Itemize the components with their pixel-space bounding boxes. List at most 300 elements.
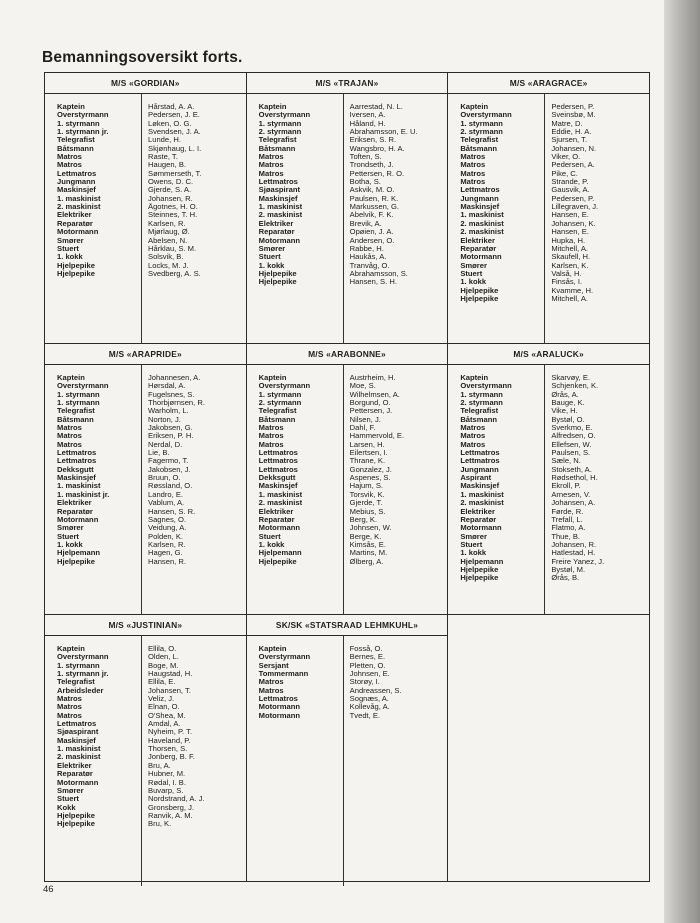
crew-role: Hjelpepike <box>57 820 95 829</box>
crew-role: Matros <box>258 440 284 449</box>
crew-row <box>45 457 246 465</box>
crew-member-name: Bystøl, M. <box>551 565 586 574</box>
crew-row <box>247 441 448 449</box>
crew-role: 1. kokk <box>460 278 487 287</box>
crew-role: Matros <box>258 169 284 178</box>
crew-member-name: Mitchell, A. <box>551 294 589 303</box>
crew-role: Matros <box>258 153 284 162</box>
crew-row <box>247 653 448 661</box>
crew-member-name: Abrahamsson, E. U. <box>349 128 418 137</box>
crew-role: Båtsmann <box>57 144 94 153</box>
ship-cell <box>448 344 650 615</box>
crew-role: Hjelpepike <box>258 278 297 287</box>
crew-row <box>45 795 246 803</box>
crew-member-name: Haukås, A. <box>349 253 387 262</box>
ship-cell <box>246 615 448 882</box>
ship-name: SK/SK «STATSRAAD LEHMKUHL» <box>247 615 448 636</box>
crew-row <box>247 195 448 203</box>
crew-role: Telegrafist <box>460 136 499 145</box>
crew-role: 1. styrmann <box>57 119 100 128</box>
crew-row <box>448 541 649 549</box>
crew-row <box>247 278 448 286</box>
crew-member-name: Arnesen, V. <box>551 490 591 499</box>
crew-member-name: Bernes, E. <box>349 653 386 662</box>
crew-member-name: Haveland, P. <box>148 736 191 745</box>
ship-cell <box>45 615 247 882</box>
crew-role: Lettmatros <box>258 457 298 466</box>
crew-row <box>247 399 448 407</box>
crew-row <box>247 211 448 219</box>
crew-role: Lettmatros <box>57 169 97 178</box>
crew-member-name: Sømmerseth, T. <box>148 169 202 178</box>
crew-role: 2. maskinist <box>57 203 101 212</box>
crew-member-name: Røssland, O. <box>148 482 193 491</box>
crew-member-name: Pedersen, P. <box>551 103 595 111</box>
crew-role: Overstyrmann <box>57 111 109 120</box>
crew-member-name: Johannesen, A. <box>148 374 201 382</box>
crew-member-name: Fagermo, T. <box>148 457 189 466</box>
crew-member-name: Berge, K. <box>349 532 382 541</box>
crew-row <box>247 645 448 653</box>
crew-role: Lettmatros <box>258 178 298 187</box>
crew-role: Matros <box>57 711 82 720</box>
crew-member-name: Ølberg, A. <box>349 557 384 566</box>
crew-role: Stuert <box>460 540 483 549</box>
crew-member-name: Ørås, B. <box>551 574 580 583</box>
crew-row <box>45 474 246 482</box>
crew-role: Kaptein <box>57 645 85 653</box>
crew-member-name: Mebius, S. <box>349 507 386 516</box>
crew-row <box>448 278 649 286</box>
crew-member-name: Hansen, E. <box>551 211 589 220</box>
crew-row <box>448 195 649 203</box>
crew-row <box>45 103 246 111</box>
crew-row <box>247 457 448 465</box>
crew-member-name: Austrheim, H. <box>349 374 396 382</box>
crew-row <box>45 812 246 820</box>
crew-member-name: Lunde, H. <box>148 136 181 145</box>
crew-role: Matros <box>258 432 284 441</box>
crew-row <box>247 678 448 686</box>
crew-member-name: Alfredsen, O. <box>551 432 596 441</box>
crew-member-name: Borgund, O. <box>349 399 391 408</box>
crew-member-name: Hårklau, S. M. <box>148 244 197 253</box>
crew-role: 1. kokk <box>57 253 83 262</box>
crew-member-name: Gjerde, S. A. <box>148 186 192 195</box>
crew-row <box>45 499 246 507</box>
crew-role: Reparatør <box>57 770 93 779</box>
crew-row <box>448 516 649 524</box>
crew-row <box>247 424 448 432</box>
crew-role: Hjelpepike <box>57 557 95 566</box>
crew-member-name: Dahl, F. <box>349 424 376 433</box>
crew-role: Hjelpepike <box>57 811 95 820</box>
crew-row <box>448 287 649 295</box>
crew-member-name: Andersen, O. <box>349 236 395 245</box>
crew-role: 1. maskinist <box>57 745 101 754</box>
crew-role: Elektriker <box>460 236 495 245</box>
crew-member-name: Olden, L. <box>148 653 179 662</box>
crew-member-name: Svendsen, J. A. <box>148 128 201 137</box>
crew-member-name: Johnsen, W. <box>349 524 392 533</box>
crew-row <box>448 457 649 465</box>
crew-role: Hjelpemann <box>460 557 504 566</box>
crew-row <box>247 120 448 128</box>
crew-member-name: Mjørlaug, Ø. <box>148 228 190 237</box>
crew-member-name: Freire Yanez, J. <box>551 557 605 566</box>
crew-role: Matros <box>460 440 486 449</box>
empty-cell <box>448 615 650 882</box>
crew-role: Båtsmann <box>460 144 498 153</box>
crew-row <box>247 432 448 440</box>
crew-member-name: Larsen, H. <box>349 440 385 449</box>
crew-row <box>45 804 246 812</box>
crew-row <box>448 211 649 219</box>
crew-role: 2. maskinist <box>460 219 504 228</box>
crew-member-name: Thorbjørnsen, R. <box>148 399 205 408</box>
crew-member-name: Aarrestad, N. L. <box>349 103 403 111</box>
table-row <box>45 344 650 615</box>
crew-role: Sjøaspirant <box>258 186 301 195</box>
crew-member-name: Karlsen, R. <box>148 219 186 228</box>
crew-member-name: Thorsen, S. <box>148 745 188 754</box>
crew-row <box>448 136 649 144</box>
crew-role: Matros <box>57 432 82 441</box>
crew-role: 1. styrmann <box>460 390 503 399</box>
crew-role: Lettmatros <box>57 457 97 466</box>
crew-member-name: Lillegraven, J. <box>551 203 599 212</box>
crew-row <box>45 466 246 474</box>
crew-row <box>448 228 649 236</box>
crew-role: Matros <box>57 424 82 433</box>
crew-row <box>45 128 246 136</box>
crew-row <box>45 745 246 753</box>
column-divider <box>141 365 142 615</box>
crew-member-name: Pettersen, R. O. <box>349 169 405 178</box>
crew-member-name: Karlsen, K. <box>551 261 589 270</box>
crew-member-name: Ellefsen, W. <box>551 440 592 449</box>
crew-member-name: Jakobsen, G. <box>148 424 193 433</box>
crew-role: Maskinsjef <box>460 203 500 212</box>
ship-crew-list <box>45 94 246 334</box>
crew-row <box>247 524 448 532</box>
crew-role: Elektriker <box>57 761 92 770</box>
crew-member-name: Sveinsbø, M. <box>551 111 596 120</box>
crew-row <box>45 695 246 703</box>
crew-role: Lettmatros <box>258 695 298 704</box>
crew-role: Matros <box>460 169 486 178</box>
crew-row <box>448 382 649 390</box>
crew-role: Maskinsjef <box>57 736 96 745</box>
crew-role: Matros <box>57 440 82 449</box>
crew-row <box>45 262 246 270</box>
crew-row <box>45 237 246 245</box>
crew-role: Hjelpepike <box>460 574 499 583</box>
crew-member-name: Mitchell, A. <box>551 244 589 253</box>
crew-role: 2. styrmann <box>460 399 503 408</box>
crew-role: Matros <box>460 424 486 433</box>
crew-role: 1. styrmann <box>460 119 503 128</box>
crew-row <box>247 153 448 161</box>
ship-cell <box>448 73 650 344</box>
crew-role: Matros <box>57 153 82 162</box>
crew-row <box>247 245 448 253</box>
crew-role: Hjelpepike <box>460 565 499 574</box>
ship-cell <box>246 73 448 344</box>
crew-row <box>247 558 448 566</box>
crew-role: 1. styrmann <box>258 119 302 128</box>
crew-role: Hjelpepike <box>460 294 499 303</box>
crew-row <box>45 670 246 678</box>
crew-row <box>45 120 246 128</box>
crew-role: 1. maskinist <box>460 490 504 499</box>
crew-row <box>448 178 649 186</box>
crew-role: 1. maskinist <box>258 203 303 212</box>
crew-role: Telegrafist <box>57 407 95 416</box>
crew-member-name: Polden, K. <box>148 532 184 541</box>
crew-member-name: Steinnes, T. H. <box>148 211 198 220</box>
crew-member-name: Pedersen, J. E. <box>148 111 200 120</box>
crew-member-name: O'Shea, M. <box>148 711 186 720</box>
crew-role: 1. maskinist <box>57 194 101 203</box>
crew-member-name: Skjønhaug, L. I. <box>148 144 202 153</box>
crew-role: 1. styrmann <box>57 661 100 670</box>
crew-row <box>448 220 649 228</box>
crew-role: Jungmann <box>57 178 96 187</box>
crew-role: Hjelpepike <box>460 286 499 295</box>
crew-row <box>247 170 448 178</box>
crew-member-name: Ørås, A. <box>551 390 579 399</box>
crew-member-name: Vablum, A. <box>148 499 185 508</box>
crew-member-name: Kimsås, E. <box>349 540 386 549</box>
crew-member-name: Moe, S. <box>349 382 376 391</box>
crew-row <box>247 499 448 507</box>
crew-row <box>45 558 246 566</box>
crew-role: Motormann <box>57 228 99 237</box>
crew-member-name: Skaufell, H. <box>551 253 591 262</box>
crew-row <box>45 524 246 532</box>
crew-row <box>247 533 448 541</box>
crew-role: Kaptein <box>460 374 489 382</box>
crew-row <box>448 262 649 270</box>
crew-role: 1. styrmann jr. <box>57 670 109 679</box>
crew-role: 1. kokk <box>258 261 285 270</box>
crew-member-name: Wilhelmsen, A. <box>349 390 400 399</box>
crew-row <box>247 391 448 399</box>
crew-row <box>448 161 649 169</box>
crew-role: 1. styrmann <box>258 390 302 399</box>
crew-role: Maskinsjef <box>57 474 96 483</box>
crew-role: Telegrafist <box>460 407 499 416</box>
crew-member-name: Ellila, E. <box>148 678 176 687</box>
crew-member-name: Martins, M. <box>349 549 388 558</box>
crew-row <box>247 103 448 111</box>
crew-row <box>448 374 649 382</box>
ship-crew-list <box>247 365 448 605</box>
crew-member-name: Paulsen, S. <box>551 449 591 458</box>
crew-member-name: Johansen, K. <box>551 219 596 228</box>
crew-member-name: Svedberg, A. S. <box>148 269 201 278</box>
crew-role: Hjelpepike <box>57 261 95 270</box>
crew-role: Matros <box>460 161 486 170</box>
ship-crew-list <box>448 94 649 334</box>
crew-role: Matros <box>57 695 82 704</box>
crew-member-name: Hajum, S. <box>349 482 383 491</box>
crew-role: Stuert <box>57 532 79 541</box>
crew-row <box>45 407 246 415</box>
column-divider <box>141 636 142 886</box>
crew-row <box>247 407 448 415</box>
crew-role: 1. maskinist jr. <box>57 490 110 499</box>
crew-role: 1. styrmann jr. <box>57 128 109 137</box>
crew-row <box>45 211 246 219</box>
crew-role: 2. maskinist <box>57 753 101 762</box>
crew-role: 2. styrmann <box>258 399 302 408</box>
crew-role: Smører <box>57 524 84 533</box>
crew-member-name: Kollevåg, A. <box>349 703 390 712</box>
crew-member-name: Tvedt, E. <box>349 711 381 720</box>
ship-name: M/S «ARAGRACE» <box>448 73 649 94</box>
crew-role: Smører <box>460 532 487 541</box>
crew-member-name: Skarvøy, E. <box>551 374 590 382</box>
crew-member-name: Berg, K. <box>349 515 378 524</box>
crew-row <box>247 482 448 490</box>
ship-name: M/S «TRAJAN» <box>247 73 448 94</box>
crew-role: Båtsmann <box>460 415 498 424</box>
crew-row <box>247 111 448 119</box>
crew-role: Sersjant <box>258 661 289 670</box>
crew-role: Motormann <box>57 778 99 787</box>
crew-member-name: Locks, M. J. <box>148 261 189 270</box>
crew-role: Stuert <box>460 269 483 278</box>
crew-role: Motormann <box>57 515 99 524</box>
crew-member-name: Pedersen, P. <box>551 194 595 203</box>
crew-member-name: Norton, J. <box>148 415 181 424</box>
crew-role: Lettmatros <box>258 449 298 458</box>
crew-row <box>247 178 448 186</box>
crew-role: 1. kokk <box>258 540 285 549</box>
crew-member-name: Haugen, B. <box>148 161 186 170</box>
crew-role: Sjøaspirant <box>57 728 99 737</box>
crew-role: Telegrafist <box>57 678 95 687</box>
crew-row <box>45 703 246 711</box>
crew-role: Motormann <box>460 524 502 533</box>
crew-row <box>448 466 649 474</box>
crew-member-name: Thue, B. <box>551 532 581 541</box>
crew-member-name: Nilsen, J. <box>349 415 381 424</box>
crew-role: Motormann <box>460 253 502 262</box>
crew-row <box>247 262 448 270</box>
crew-member-name: Hansen, R. <box>148 557 186 566</box>
crew-role: Telegrafist <box>258 136 297 145</box>
crew-member-name: Gausvik, A. <box>551 186 590 195</box>
ship-name: M/S «ARAPRIDE» <box>45 344 246 365</box>
crew-row <box>45 399 246 407</box>
crew-row <box>45 482 246 490</box>
crew-row <box>448 491 649 499</box>
crew-row <box>448 203 649 211</box>
crew-member-name: Karlsen, R. <box>148 540 186 549</box>
crew-row <box>448 416 649 424</box>
crew-row <box>45 424 246 432</box>
ship-name: M/S «ARABONNE» <box>247 344 448 365</box>
ship-name: M/S «ARALUCK» <box>448 344 649 365</box>
crew-member-name: Ekroll, P. <box>551 482 581 491</box>
crew-member-name: Gronsberg, J. <box>148 803 195 812</box>
crew-row <box>448 253 649 261</box>
crew-row <box>448 128 649 136</box>
ship-crew-list <box>448 365 649 605</box>
crew-row <box>45 762 246 770</box>
crew-row <box>448 399 649 407</box>
crew-member-name: Trondseth, J. <box>349 161 394 170</box>
crew-row <box>45 662 246 670</box>
crew-row <box>448 474 649 482</box>
crew-row <box>247 228 448 236</box>
crew-role: 1. kokk <box>460 549 487 558</box>
crew-row <box>448 103 649 111</box>
crew-member-name: Ågotnes, H. O. <box>148 203 198 212</box>
crew-member-name: Raste, T. <box>148 153 178 162</box>
crew-row <box>45 245 246 253</box>
crew-member-name: Abelvik, F. K. <box>349 211 394 220</box>
crew-row <box>247 145 448 153</box>
crew-role: Elektriker <box>258 507 294 516</box>
crew-role: Overstyrmann <box>57 382 109 391</box>
crew-role: Overstyrmann <box>460 111 512 120</box>
crew-role: Maskinsjef <box>460 482 500 491</box>
crew-member-name: Toften, S. <box>349 153 382 162</box>
crew-member-name: Johnsen, E. <box>349 670 390 679</box>
crew-row <box>448 549 649 557</box>
crew-row <box>448 407 649 415</box>
crew-row <box>45 220 246 228</box>
crew-row <box>45 678 246 686</box>
crew-row <box>448 120 649 128</box>
crew-row <box>247 474 448 482</box>
crew-member-name: Bauge, K. <box>551 399 585 408</box>
crew-row <box>45 541 246 549</box>
crew-row <box>45 170 246 178</box>
crew-member-name: Rabbe, H. <box>349 244 384 253</box>
crew-role: Elektriker <box>460 507 495 516</box>
crew-row <box>247 541 448 549</box>
crew-role: 2. maskinist <box>460 228 504 237</box>
crew-member-name: Rødsethol, H. <box>551 474 598 483</box>
crew-role: Jungmann <box>460 194 499 203</box>
crew-role: Reparatør <box>460 515 497 524</box>
crew-role: Jungmann <box>460 465 499 474</box>
crew-row <box>247 712 448 720</box>
crew-role: Hjelpemann <box>258 549 302 558</box>
crew-member-name: Matre, D. <box>551 119 583 128</box>
column-divider <box>343 365 344 615</box>
crew-member-name: Pettersen, J. <box>349 407 393 416</box>
crew-row <box>247 508 448 516</box>
crew-member-name: Gjerde, T. <box>349 499 383 508</box>
crew-role: Lettmatros <box>460 449 500 458</box>
crew-role: Arbeidsleder <box>57 686 104 695</box>
crew-role: Overstyrmann <box>258 653 311 662</box>
crew-member-name: Landro, E. <box>148 490 184 499</box>
crew-member-name: Elnan, O. <box>148 703 180 712</box>
page-edge-shadow <box>664 0 700 923</box>
crew-member-name: Trefall, L. <box>551 515 583 524</box>
crew-role: Kaptein <box>57 374 85 382</box>
crew-row <box>448 508 649 516</box>
crew-role: Kaptein <box>460 103 489 111</box>
crew-row <box>45 416 246 424</box>
